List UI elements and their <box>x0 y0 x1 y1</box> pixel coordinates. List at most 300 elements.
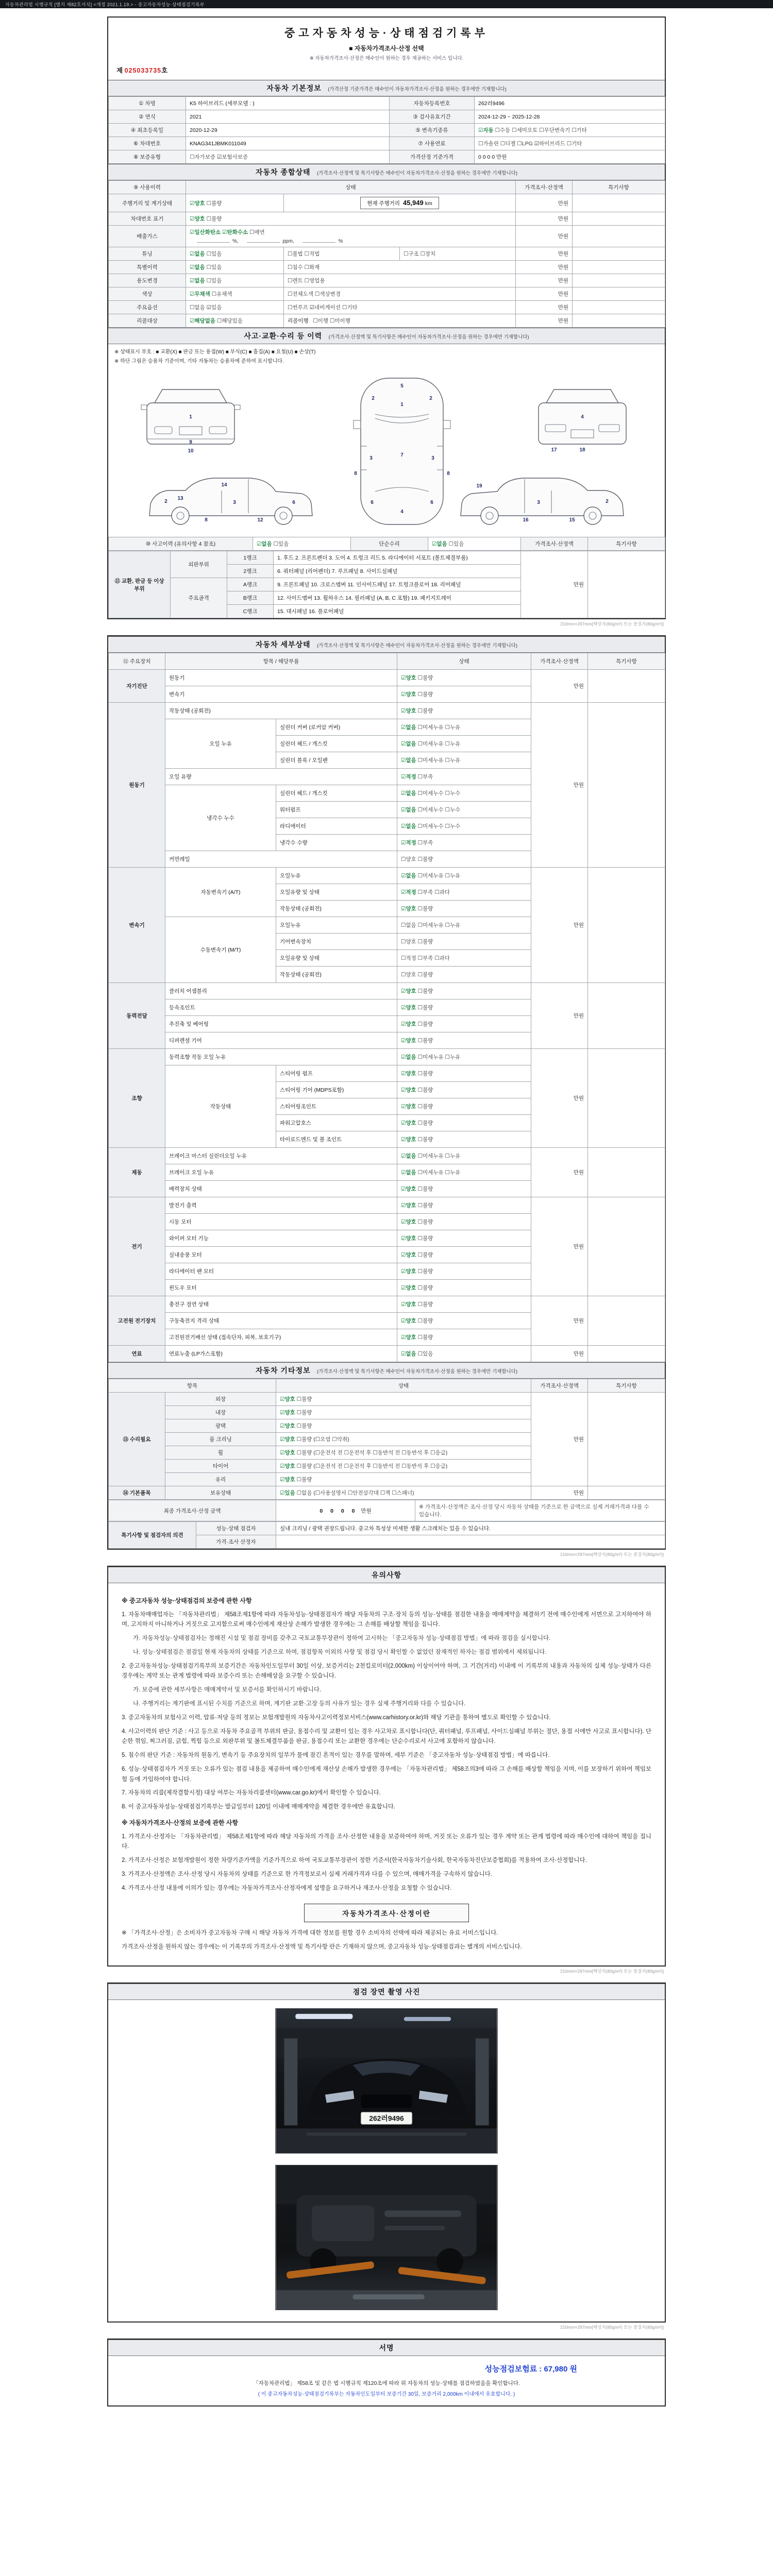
section-note: (가격조사·산정액 및 특기사항은 매수인이 자동차가격조사·산정을 원하는 경우에만 기재합니다) <box>316 1369 518 1375</box>
group-cell: 연료 <box>109 1346 165 1362</box>
label-cell: 가격산정 기준가격 <box>390 150 475 164</box>
odometer-label: 현재 주행거리 <box>367 200 400 207</box>
item-cell: 작동상태 <box>165 1065 276 1148</box>
note-cell <box>573 212 665 226</box>
notice-line: 1. 가격조사·산정자는 「자동차관리법」 제58조제1항에 따라 해당 자동차의 가격을 조사·산정한 내용을 보증하여야 하며, 거짓 또는 오류가 있는 경우 계약 또는 관계 법령에 따라 매수인에 대하여 책임을 집니다. <box>122 1833 651 1850</box>
price-cell: 만원 <box>516 274 573 287</box>
item-cell: 발전기 출력 <box>165 1197 397 1214</box>
status-cell: ☑양호 ☐불량 <box>397 983 531 999</box>
panel-number: 4 <box>400 509 404 515</box>
wheel <box>436 2248 463 2275</box>
notice-line: 5. 침수의 판단 기준 : 자동차의 원동기, 변속기 등 주요장치의 일부가 물에 잠긴 흔적이 있는 경우를 말하며, 세부 기준은 「중고자동차 성능·상태점검 방법」에 따릅니다. <box>122 1752 550 1759</box>
status-cell: ☑없음 ☐있음 <box>428 537 521 551</box>
item-cell: 오일 누유 <box>165 719 276 769</box>
status-cell: ☑양호 ☐불량 <box>186 212 516 226</box>
overall-state-table <box>108 180 665 328</box>
subitem-cell: 오일누유 <box>276 868 397 884</box>
report-page-5 <box>107 2338 666 2406</box>
note-cell <box>573 194 665 212</box>
label-cell: 외판부위 <box>171 551 227 578</box>
status-cell: ☑양호 ☐불량 <box>397 670 531 686</box>
panel-number: 12 <box>257 517 263 523</box>
section-title: 사고·교환·수리 등 이력 <box>244 332 323 340</box>
notice-line: ※ 「가격조사·산정」은 소비자가 중고자동차 구매 시 해당 자동차 가격에 대한 정보를 원할 경우 소비자의 선택에 따라 제공되는 유료 서비스입니다. <box>122 1930 498 1937</box>
page-title: 중고자동차성능·상태점검기록부 <box>284 27 489 39</box>
value-cell: 2020-12-29 <box>186 124 390 137</box>
col-header: 특기사항 <box>588 537 665 551</box>
license-plate-text: 262러9496 <box>369 2114 404 2123</box>
label-cell: 용도변경 <box>109 274 186 287</box>
status-cell: ☑일산화탄소 ☑탄화수소 ☐매연 <box>190 229 265 235</box>
panel-number: 4 <box>581 414 584 420</box>
price-cell: 만원 <box>531 1049 588 1148</box>
panel-number: 14 <box>221 482 227 488</box>
notice-body <box>108 1583 665 1965</box>
value-cell: 2021 <box>186 110 390 124</box>
note-cell <box>588 1197 665 1296</box>
panel-number: 2 <box>164 499 167 504</box>
notice-line: 2. 가격조사·산정은 보험개발원이 정한 차량기준가액을 기준가격으로 하여 국토교통부장관이 정한 기준서(한국자동차기술사회, 한국자동차진단보증협회)를 적용하여 조사·산정합니다. <box>122 1857 587 1864</box>
group-cell: 고전원 전기장치 <box>109 1296 165 1346</box>
status-cell: ☐양호 ☐불량 <box>397 967 531 983</box>
item-cell: 변속기 <box>165 686 397 703</box>
status-cell: ☑양호 ☐불량 <box>397 901 531 917</box>
status-cell: ☑양호 ☐불량 (☐운전석 전 ☐운전석 후 ☐동반석 전 ☐동반석 후 ☐응급) <box>276 1446 531 1460</box>
section-note: (가격조사·산정액 및 특기사항은 매수인이 자동차가격조사·산정을 원하는 경우에만 기재합니다) <box>328 334 529 340</box>
panel-number: 2 <box>429 396 432 401</box>
value-cell: 2024-12-29 ~ 2025-12-28 <box>475 110 665 124</box>
final-price-value <box>276 1500 415 1521</box>
price-survey-note: ※ 자동차가격조사·산정은 매수인이 원하는 경우 제공하는 서비스 입니다. <box>309 56 464 61</box>
ceiling-light <box>404 2017 451 2021</box>
item-cell: 타이어 <box>165 1460 276 1473</box>
status-cell: ☑없음 ☐미세누수 ☐누수 <box>397 802 531 818</box>
col-header: 가격조사·산정액 <box>531 1379 588 1393</box>
group-cell: ⑪ 교환, 판금 등 이상 부위 <box>109 551 171 618</box>
notice-line: 7. 자동차의 리콜(제작결함시정) 대상 여부는 자동차리콜센터(www.car.go.kr)에서 확인할 수 있습니다. <box>122 1790 381 1797</box>
notice-line: 나. 주행거리는 계기판에 표시된 수치를 기준으로 하며, 계기판 교환·고장 등의 사유가 있는 경우 실제 주행거리와 다를 수 있습니다. <box>133 1700 466 1707</box>
panel-number: 3 <box>369 455 373 461</box>
fee-unit: 원 <box>569 2364 577 2374</box>
item-cell: 수동변속기 (M/T) <box>165 917 276 983</box>
floor-reflection <box>352 2294 424 2299</box>
item-cell: 원동기 <box>165 670 397 686</box>
status-cell: ☑없음 ☐있음 <box>186 274 284 287</box>
notice-line: 8. 이 중고자동차성능·상태점검기록부는 발급일부터 120일 이내에 매매계약을 체결한 경우에만 유효합니다. <box>122 1804 396 1810</box>
final-price-unit: 만원 <box>361 1507 372 1514</box>
item-cell: 등속조인트 <box>165 999 397 1016</box>
note-cell <box>588 1486 665 1500</box>
report-page-4 <box>107 1982 666 2323</box>
status-cell: ☐양호 ☐불량 <box>397 934 531 950</box>
item-cell: 커먼레일 <box>165 851 397 868</box>
col-header: 상태 <box>397 653 531 670</box>
detail-state-table <box>108 653 665 1362</box>
item-cell: 추진축 및 베어링 <box>165 1016 397 1032</box>
group-cell: ⑭ 기본품목 <box>109 1486 165 1500</box>
legend-line: ※ 하단 그림은 승용차 기준이며, 기타 자동차는 승용차에 준하여 표시합니다. <box>114 359 284 364</box>
floor-reflection <box>307 2132 466 2136</box>
notice-line: ※ 중고자동차 성능·상태점검의 보증에 관한 사항 <box>122 1597 252 1604</box>
label-cell: A랭크 <box>227 578 274 591</box>
car-rear-view <box>539 389 626 453</box>
status-cell: ☑양호 ☐불량 <box>276 1419 531 1433</box>
recall-cell <box>284 314 516 328</box>
panel-number: 18 <box>579 447 585 453</box>
status-cell: ☑양호 ☐불량 <box>397 1115 531 1131</box>
emission-blank-field <box>247 238 280 243</box>
price-survey-select: ■ 자동차가격조사·산정 선택 <box>349 45 424 52</box>
car-front-view <box>141 389 240 454</box>
document-number-suffix: 호 <box>161 67 168 74</box>
item-cell: 구동축전지 격리 상태 <box>165 1313 397 1329</box>
note-cell <box>588 983 665 1049</box>
item-cell: 휠 <box>165 1446 276 1460</box>
section-header-sign <box>108 2340 665 2356</box>
panel-number: 5 <box>400 383 404 389</box>
item-cell: 시동 모터 <box>165 1214 397 1230</box>
status-cell: ☑양호 ☐불량 <box>397 1313 531 1329</box>
final-price-table <box>108 1500 665 1521</box>
notice-line: 가격조사·산정을 원하지 않는 경우에는 이 기록부의 가격조사·산정액 및 특기사항 란은 기재하지 않으며, 중고자동차 성능·상태점검과는 별개의 서비스입니다. <box>122 1944 522 1951</box>
section-header-accident <box>108 328 665 344</box>
item-cell: 외장 <box>165 1393 276 1406</box>
label-cell: 최종 가격조사·산정 금액 <box>109 1500 276 1521</box>
section-title: 점검 장면 촬영 사진 <box>352 1987 421 1996</box>
panel-list-cell: 6. 쿼터패널 (리어펜더) 7. 루프패널 8. 사이드실패널 <box>274 565 521 578</box>
subitem-cell: 실린더 헤드 / 개스킷 <box>276 785 397 802</box>
label-cell: 자동차등록번호 <box>390 97 475 110</box>
final-price-note: ※ 가격조사·산정액은 조사·산정 당시 자동차 상태를 기준으로 한 금액으로 실제 거래가격과 다를 수 있습니다. <box>415 1500 665 1521</box>
paper-size-note: 210mm×297mm[백상지(80g/m²) 또는 중질지(80g/m²)] <box>560 2324 664 2330</box>
exchange-panel-table <box>108 551 665 618</box>
note-cell <box>573 274 665 287</box>
note-cell <box>573 301 665 314</box>
document <box>107 16 666 2406</box>
note-cell <box>588 868 665 983</box>
col-header: 항목 <box>109 1379 276 1393</box>
value-cell: 262러9496 <box>475 97 665 110</box>
item-cell: 룸 크리닝 <box>165 1433 276 1446</box>
col-header: 특기사항 <box>588 653 665 670</box>
grille <box>361 2095 412 2108</box>
note-cell <box>573 314 665 328</box>
price-survey-definition-title: 자동차가격조사·산정이란 <box>304 1904 469 1922</box>
status-cell: ☐썬루프 ☑네비게이션 ☐기타 <box>284 301 516 314</box>
item-cell: 연료누출 (LP가스포함) <box>165 1346 397 1362</box>
note-cell <box>573 287 665 301</box>
car-side-view-left <box>149 478 312 524</box>
price-cell: 만원 <box>531 983 588 1049</box>
note-cell <box>588 1296 665 1346</box>
paper-size-note: 210mm×297mm[백상지(80g/m²) 또는 중질지(80g/m²)] <box>560 1968 664 1974</box>
item-cell: 윈도우 모터 <box>165 1280 397 1296</box>
label-cell: ④ 최초등록일 <box>109 124 186 137</box>
subitem-cell: 오일유량 및 상태 <box>276 950 397 967</box>
panel-number: 3 <box>431 455 434 461</box>
subitem-cell: 라디에이터 <box>276 818 397 835</box>
emission-unit: %, <box>232 239 239 244</box>
ceiling-light <box>295 2014 352 2019</box>
subitem-cell: 실린더 커버 (로커암 커버) <box>276 719 397 736</box>
section-title: 서명 <box>379 2343 394 2352</box>
note-cell <box>588 1049 665 1148</box>
status-cell: ☐적정 ☐부족 ☐과다 <box>397 950 531 967</box>
label-cell: ⑦ 사용연료 <box>390 137 475 150</box>
status-cell: ☑양호 ☐불량 <box>276 1393 531 1406</box>
section-note: (가격조사·산정액 및 특기사항은 매수인이 자동차가격조사·산정을 원하는 경우에만 기재합니다) <box>316 643 518 649</box>
status-cell: ☑양호 ☐불량 <box>186 194 284 212</box>
notice-line: 4. 가격조사·산정 내용에 이의가 있는 경우에는 자동차가격조사·산정자에게 설명을 요구하거나 재조사·산정을 요청할 수 있습니다. <box>122 1885 452 1891</box>
signature-body <box>108 2356 665 2405</box>
panel-list-cell: 9. 프론트패널 10. 크로스멤버 11. 인사이드패널 17. 트렁크플로어 18. 리어패널 <box>274 578 521 591</box>
item-cell: 냉각수 누수 <box>165 785 276 851</box>
note-cell <box>588 1393 665 1486</box>
status-cell: ☑없음 ☐미세누유 ☐누유 <box>397 868 531 884</box>
emission-unit: % <box>338 239 343 244</box>
item-cell: 동력조향 작동 오일 누유 <box>165 1049 397 1065</box>
status-cell: ☑없음 ☐미세누수 ☐누수 <box>397 785 531 802</box>
notice-line: 4. 사고이력의 판단 기준 : 사고 등으로 자동차 주요골격 부위의 판금, 용접수리 및 교환이 있는 경우 사고차로 표시합니다(단, 쿼터패널, 루프패널, 사이드실패널 부위는 절단, 용접 시에만 사고로 표시합니다). 단순한 꺾임, 찌그러짐, 긁힘, 찍힘 등으로 외판부위 및 볼트체결부품을 판금, 용접수리 또는 교환한 경우에는 단순수리로서 사고에 포함하지 않습니다. <box>122 1728 651 1745</box>
panel-number: 9 <box>189 439 192 445</box>
paper-size-note: 210mm×297mm[백상지(80g/m²) 또는 중질지(80g/m²)] <box>560 1552 664 1557</box>
label-cell: C랭크 <box>227 605 274 618</box>
price-cell: 만원 <box>531 1393 588 1486</box>
panel-number: 1 <box>189 414 192 420</box>
status-cell: ☑양호 ☐불량 <box>397 999 531 1016</box>
subitem-cell: 타이로드엔드 및 볼 조인트 <box>276 1131 397 1148</box>
subitem-cell: 냉각수 수량 <box>276 835 397 851</box>
status-cell: ☐없음 ☐미세누유 ☐누유 <box>397 917 531 934</box>
signature-validity-note: ( 이 중고자동차성능·상태점검기록부는 자동차인도일부터 보증기간 30일, 보증거리 2,000km 이내에서 유효합니다. ) <box>258 2391 515 2397</box>
price-cell: 만원 <box>516 212 573 226</box>
note-cell <box>588 1346 665 1362</box>
note-cell <box>573 247 665 261</box>
document-number <box>116 65 657 75</box>
note-cell <box>573 261 665 274</box>
notice-line: 2. 중고자동차성능·상태점검기록부의 보증기간은 자동차인도일부터 30일 이상, 보증거리는 2천킬로미터(2,000km) 이상이어야 하며, 그 기간(거리) 이내에 이 기록부의 내용과 자동차의 실제 성능·상태가 다른 경우에는 계약 또는 관계 법령에 따라 보증수리 또는 손해배상을 요구할 수 있습니다. <box>122 1663 651 1680</box>
status-cell: ☑양호 ☐불량 <box>397 1230 531 1247</box>
col-header: 가격조사·산정액 <box>521 537 588 551</box>
notice-line: 가. 자동차성능·상태점검자는 정해진 시설 및 점검 장비를 갖추고 국토교통부장관이 정하여 고시하는 「중고자동차 성능·상태점검 방법」에 따라 점검을 실시합니다. <box>133 1635 551 1642</box>
inspector-opinion-table <box>108 1521 665 1549</box>
panel-number: 6 <box>430 500 433 505</box>
section-note: (가격산정 기준가격은 매수인이 자동차가격조사·산정을 원하는 경우에만 기재합니다) <box>328 87 507 92</box>
exhaust-line <box>384 2210 461 2217</box>
item-cell: 고전원전기배선 상태 (접속단자, 피복, 보호기구) <box>165 1329 397 1346</box>
subitem-cell: 워터펌프 <box>276 802 397 818</box>
status-cell: ☐없음 ☑있음 <box>186 301 284 314</box>
status-cell: ☑양호 ☐불량 <box>397 1214 531 1230</box>
group-cell: 특기사항 및 점검자의 의견 <box>109 1522 196 1549</box>
panel-number: 10 <box>188 448 194 454</box>
panel-number: 2 <box>372 396 375 401</box>
lift-post <box>476 2038 489 2125</box>
item-cell: 클러치 어셈블리 <box>165 983 397 999</box>
subitem-cell: 기어변속장치 <box>276 934 397 950</box>
status-cell: ☑없음 ☐미세누수 ☐누수 <box>397 818 531 835</box>
section-header-overall <box>108 164 665 180</box>
fee-label: 성능점검보험료 : <box>484 2364 542 2374</box>
odometer-box <box>360 197 439 209</box>
price-cell: 만원 <box>516 247 573 261</box>
col-header: 특기사항 <box>588 1379 665 1393</box>
item-cell: 내장 <box>165 1406 276 1419</box>
status-cell: ☑양호 ☐불량 <box>397 1065 531 1082</box>
emission-blank-field <box>197 238 230 243</box>
price-cell: 만원 <box>531 868 588 983</box>
status-cell: ☐불법 ☐적법 <box>284 247 400 261</box>
price-cell: 만원 <box>516 194 573 212</box>
col-header: 가격조사·산정액 <box>516 181 573 194</box>
final-price-digits: 0 0 0 0 <box>320 1507 358 1514</box>
price-cell: 만원 <box>531 1346 588 1362</box>
item-cell: 유리 <box>165 1473 276 1486</box>
basic-info-table <box>108 96 665 164</box>
subitem-cell: 작동상태 (공회전) <box>276 967 397 983</box>
label-cell: 리콜대상 <box>109 314 186 328</box>
status-cell: ☑해당없음 ☐해당있음 <box>186 314 284 328</box>
status-cell: ☐렌트 ☐영업용 <box>284 274 516 287</box>
inspection-photo-underbody <box>275 2165 498 2310</box>
note-cell <box>588 703 665 868</box>
label-cell: ⑥ 차대번호 <box>109 137 186 150</box>
item-cell: 작동상태 (공회전) <box>165 703 397 719</box>
panel-number: 15 <box>569 517 575 523</box>
panel-number: 8 <box>447 471 450 477</box>
panel-number: 2 <box>606 499 609 504</box>
section-title: 유의사항 <box>371 1571 402 1579</box>
item-cell: 라디에이터 팬 모터 <box>165 1263 397 1280</box>
document-number-prefix: 제 <box>116 67 123 74</box>
status-cell: ☑양호 ☐불량 <box>276 1473 531 1486</box>
panel-number: 1 <box>400 402 404 408</box>
panel-number: 8 <box>354 471 357 477</box>
status-cell: ☑양호 ☐불량 <box>397 1098 531 1115</box>
subitem-cell: 스티어링 펌프 <box>276 1065 397 1082</box>
price-cell: 만원 <box>516 226 573 247</box>
status-cell: ☑양호 ☐불량 <box>397 1032 531 1049</box>
inspection-photo-front <box>275 2008 498 2154</box>
panel-list-cell: 12. 사이드멤버 13. 휠하우스 14. 필러패널 (A, B, C 포함) 19. 패키지트레이 <box>274 591 521 605</box>
subitem-cell: 오일누유 <box>276 917 397 934</box>
status-cell: ☑없음 ☐있음 <box>186 261 284 274</box>
price-cell: 만원 <box>531 1296 588 1346</box>
label-cell: ⑤ 변속기종류 <box>390 124 475 137</box>
group-cell: 원동기 <box>109 703 165 868</box>
note-cell <box>573 226 665 247</box>
item-cell: 실내송풍 모터 <box>165 1247 397 1263</box>
status-cell: ☑없음 ☐미세누유 ☐누유 <box>397 1049 531 1065</box>
label-cell: ③ 검사유효기간 <box>390 110 475 124</box>
inspection-photos <box>108 2000 665 2321</box>
subitem-cell: 스티어링조인트 <box>276 1098 397 1115</box>
status-cell: ☑양호 ☐불량 <box>397 1263 531 1280</box>
price-cell: 만원 <box>516 261 573 274</box>
price-cell: 만원 <box>531 703 588 868</box>
signature-statement: 「자동차관리법」 제58조 및 같은 법 시행규칙 제120조에 따라 위 자동차의 성능·상태를 점검하였음을 확인합니다. <box>253 2380 520 2386</box>
notice-line: 6. 성능·상태점검자가 거짓 또는 오류가 있는 점검 내용을 제공하여 매수인에게 재산상 손해가 발생한 경우에는 「자동차관리법」 제58조의3에 따라 그 손해를 배상할 책임을 지며, 이를 보장하기 위하여 책임보험 등에 가입하여야 합니다. <box>122 1766 651 1783</box>
notice-line: 1. 자동차매매업자는 「자동차관리법」 제58조제1항에 따라 자동차성능·상태점검자가 해당 자동차의 구조·장치 등의 성능·상태를 점검한 내용을 매매계약을 체결하기 전에 매수인에게 서면으로 고지하여야 하며, 고지하지 아니하거나 거짓으로 고지함으로써 매수인에게 재산상 손해가 발생한 경우에는 그 손해를 배상할 책임을 집니다. <box>122 1611 651 1628</box>
col-header: ⑨ 사용이력 <box>109 181 186 194</box>
label-cell: 주요골격 <box>171 578 227 618</box>
status-cell: ☑적정 ☐부족 <box>397 769 531 785</box>
price-cell: 만원 <box>531 670 588 703</box>
col-header: 특기사항 <box>573 181 665 194</box>
panel-number: 7 <box>400 452 404 458</box>
section-header-photos <box>108 1984 665 2000</box>
panel-number: 16 <box>523 517 529 523</box>
status-cell: ☑양호 ☐불량 (☐오염 ☐악취) <box>276 1433 531 1446</box>
warranty-type-checkboxes: ☐자가보증 ☑보험사보증 <box>186 150 390 164</box>
label-cell: 성능·상태 점검자 <box>196 1522 276 1535</box>
status-cell: ☑적정 ☐부족 <box>397 835 531 851</box>
subitem-cell: 파워고압호스 <box>276 1115 397 1131</box>
label-cell: 가격·조사 산정자 <box>196 1535 276 1549</box>
odometer-unit: km <box>425 200 432 207</box>
report-page-1 <box>107 16 666 619</box>
label-cell: 단순수리 <box>351 537 428 551</box>
label-cell: 1랭크 <box>227 551 274 565</box>
status-cell: ☑양호 ☐불량 <box>397 1280 531 1296</box>
inspection-insurance-fee <box>119 2363 654 2374</box>
odometer-cell <box>284 194 516 212</box>
subitem-cell: 실린더 블록 / 오일팬 <box>276 752 397 769</box>
col-header: 항목 / 해당부품 <box>165 653 397 670</box>
item-cell: 충전구 절연 상태 <box>165 1296 397 1313</box>
status-cell: ☑양호 ☐불량 <box>397 1131 531 1148</box>
car-damage-diagram <box>119 369 654 534</box>
report-page-3 <box>107 1566 666 1967</box>
print-header-bar <box>0 0 773 8</box>
status-cell: ☑양호 ☐불량 (☐운전석 전 ☐운전석 후 ☐동반석 전 ☐동반석 후 ☐응급) <box>276 1460 531 1473</box>
section-header-basic-info <box>108 80 665 96</box>
item-cell: 자동변속기 (A/T) <box>165 868 276 917</box>
shop-floor <box>276 2290 497 2310</box>
status-cell: ☑적정 ☐부족 ☐과다 <box>397 884 531 901</box>
price-cell: 만원 <box>516 314 573 328</box>
engine-undertray <box>312 2205 374 2241</box>
panel-number: 6 <box>371 500 374 505</box>
status-cell: ☑없음 ☐미세누유 ☐누유 <box>397 736 531 752</box>
legend-line: ※ 상태표시 부호 : ■ 교환(X) ■ 판금 또는 용접(W) ■ 부식(C) ■ 흠집(A) ■ 요철(U) ■ 손상(T) <box>114 349 316 355</box>
section-title: 자동차 기타정보 <box>255 1366 311 1375</box>
transmission-type-checkboxes: ☑자동 ☐수동 ☐세미오토 ☐무단변속기 ☐기타 <box>475 124 665 137</box>
price-cell: 만원 <box>516 287 573 301</box>
notice-line: 3. 중고자동차의 보험사고 이력, 압류·저당 등의 정보는 보험개발원의 자동차사고이력정보서비스(www.carhistory.or.kr)와 해당 기관을 통하여 별도로 확인할 수 있습니다. <box>122 1714 551 1721</box>
col-header: 상태 <box>276 1379 531 1393</box>
emission-blank-field <box>303 238 335 243</box>
recall-label: 리콜이행 <box>288 318 309 324</box>
label-cell: 튜닝 <box>109 247 186 261</box>
status-cell: ☐침수 ☐화재 <box>284 261 516 274</box>
label-cell: 색상 <box>109 287 186 301</box>
group-cell: 변속기 <box>109 868 165 983</box>
emission-values <box>190 238 512 244</box>
note-cell <box>588 1148 665 1197</box>
status-cell: ☑없음 ☐미세누유 ☐누유 <box>397 719 531 736</box>
status-cell: ☑없음 ☐있음 <box>253 537 351 551</box>
panel-list-cell: 1. 후드 2. 프론트펜더 3. 도어 4. 트렁크 리드 5. 라디에이터 서포트 (볼트체결부품) <box>274 551 521 565</box>
subitem-cell: 오일유량 및 상태 <box>276 884 397 901</box>
label-cell: 배출가스 <box>109 226 186 247</box>
item-cell: 와이퍼 모터 기능 <box>165 1230 397 1247</box>
vin-value: KNAG341JBMK011049 <box>186 137 390 150</box>
price-cell: 만원 <box>521 551 588 618</box>
note-cell <box>588 670 665 703</box>
accident-history-table <box>108 537 665 551</box>
status-cell: ☑양호 ☐불량 <box>397 1082 531 1098</box>
